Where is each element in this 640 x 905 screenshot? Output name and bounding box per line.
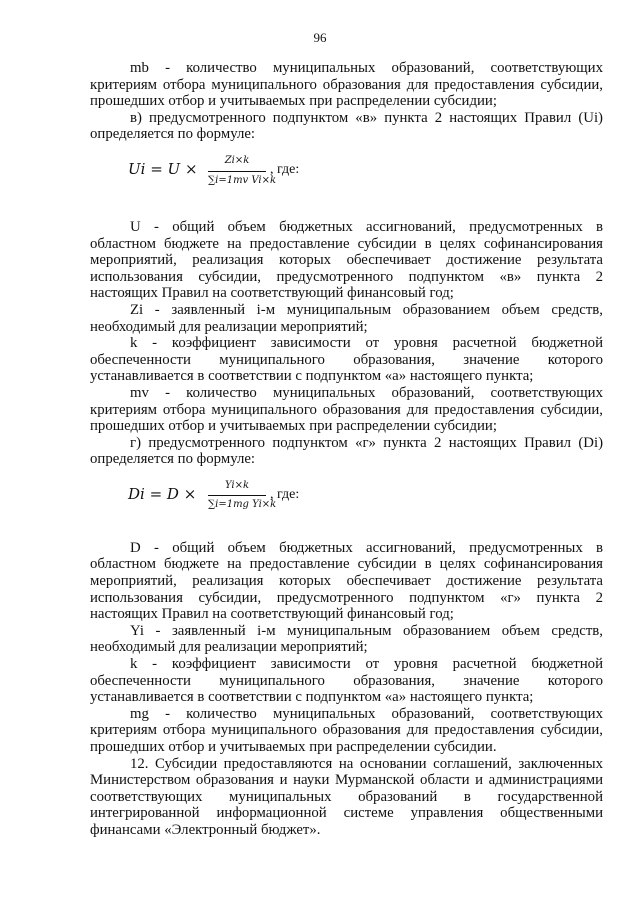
document-body	[90, 60, 603, 839]
formula-u-denominator: ∑i=1mv Vi×k	[208, 174, 277, 186]
formula-d-lhs: Di = D ×	[128, 484, 197, 503]
formula-u-lhs: Ui = U ×	[128, 159, 198, 178]
paragraph-zi-definition: Zi - заявленный i-м муниципальным образованием объем средств, необходимый для реализации мероприятий;	[90, 301, 603, 335]
paragraph-k-definition-1: k - коэффициент зависимости от уровня расчетной бюджетной обеспеченности муниципального образования, значение которого устанавливается в соответствии с подпунктом «а» настоящего пункта;	[90, 335, 603, 385]
paragraph-u-definition: U - общий объем бюджетных ассигнований, предусмотренных в областном бюджете на предоставление субсидии в целях софинансирования мероприятий, реализация которых обеспечивает достижение результата использования субсидии, предусмотренного подпунктом «в» пункта 2 настоящих Правил на соответствующий финансовый год;	[90, 218, 603, 302]
paragraph-yi-definition: Yi - заявленный i-м муниципальным образованием объем средств, необходимый для реализации мероприятий;	[90, 622, 603, 656]
paragraph-mb-definition: mb - количество муниципальных образований, соответствующих критериям отбора муниципального образования для предоставления субсидии, прошедших отбор и учитываемых при распределении субсидии;	[90, 60, 603, 110]
paragraph-item-12: 12. Субсидии предоставляются на основании соглашений, заключенных Министерством образования и науки Мурманской области и администрациями соответствующих муниципальных образований в государственной интегрированной информационной системе управления общественными финансами «Электронный бюджет».	[90, 755, 603, 838]
formula-u	[90, 143, 603, 201]
formula-d	[90, 468, 603, 526]
formula-d-fraction	[208, 478, 277, 514]
formula-d-numerator: Yi×k	[208, 478, 266, 497]
paragraph-d-definition: D - общий объем бюджетных ассигнований, предусмотренных в областном бюджете на предоставление субсидии в целях софинансирования мероприятий, реализация которых обеспечивает достижение результата использования субсидии, предусмотренного подпунктом «г» пункта 2 настоящих Правил на соответствующий финансовый год;	[90, 539, 603, 623]
paragraph-mv-definition: mv - количество муниципальных образований, соответствующих критериям отбора муниципального образования для предоставления субсидии, прошедших отбор и учитываемых при распределении субсидии;	[90, 384, 603, 435]
paragraph-k-definition-2: k - коэффициент зависимости от уровня расчетной бюджетной обеспеченности муниципального образования, значение которого устанавливается в соответствии с подпунктом «а» настоящего пункта;	[90, 656, 603, 706]
paragraph-mg-definition: mg - количество муниципальных образований, соответствующих критериям отбора муниципального образования для предоставления субсидии, прошедших отбор и учитываемых при распределении субсидии.	[90, 705, 603, 755]
paragraph-item-v: в) предусмотренного подпунктом «в» пункта 2 настоящих Правил (Ui) определяется по формуле:	[90, 109, 603, 143]
paragraph-item-g: г) предусмотренного подпунктом «г» пункта 2 настоящих Правил (Di) определяется по формуле:	[90, 434, 603, 468]
formula-u-numerator: Zi×k	[208, 153, 266, 172]
formula-d-denominator: ∑i=1mg Yi×k	[208, 499, 277, 511]
formula-u-where: , где:	[270, 161, 300, 177]
page-number: 96	[313, 30, 327, 45]
formula-u-fraction	[208, 153, 277, 189]
formula-d-where: , где:	[270, 486, 300, 502]
